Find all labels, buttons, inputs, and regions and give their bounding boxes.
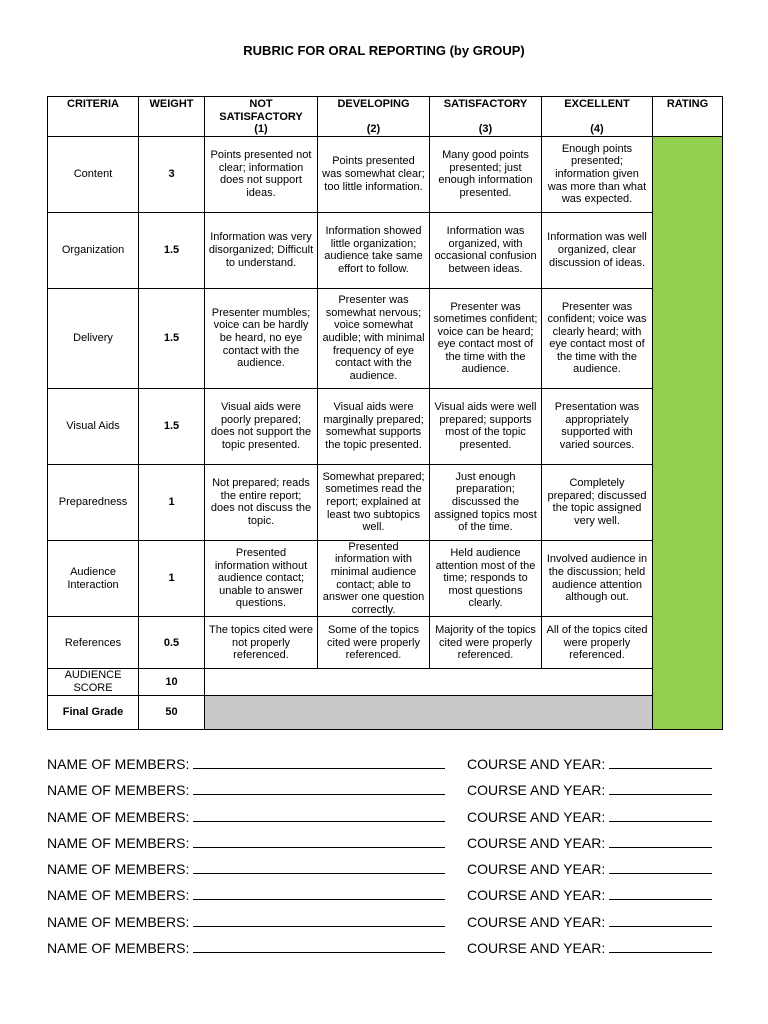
criteria-name: Audience Interaction	[48, 540, 139, 617]
name-of-members-label: NAME OF MEMBERS:	[47, 887, 190, 904]
name-of-members-label: NAME OF MEMBERS:	[47, 913, 190, 930]
rating-column[interactable]	[653, 136, 723, 729]
criteria-weight: 0.5	[139, 617, 205, 669]
audience-score-label: AUDIENCE SCORE	[48, 669, 139, 695]
name-of-members-label: NAME OF MEMBERS:	[47, 756, 190, 772]
criteria-weight: 1.5	[139, 388, 205, 464]
course-and-year-field[interactable]	[467, 833, 712, 851]
audience-score-weight: 10	[139, 669, 205, 695]
member-line	[47, 833, 727, 859]
final-grade-weight: 50	[139, 695, 205, 729]
header-developing-label: DEVELOPING	[337, 98, 410, 110]
course-and-year-field[interactable]	[467, 885, 712, 903]
level-4-descriptor: Presentation was appropriately supported with varied sources.	[542, 388, 653, 464]
criteria-name: Preparedness	[48, 464, 139, 540]
course-and-year-field[interactable]	[467, 912, 712, 930]
header-row	[48, 97, 723, 137]
name-of-members-label: NAME OF MEMBERS:	[47, 940, 190, 957]
level-4-descriptor: Enough points presented; information given was more than what was expected.	[542, 136, 653, 212]
member-line	[47, 938, 727, 964]
course-and-year-label: COURSE AND YEAR:	[467, 808, 606, 825]
course-blank-line[interactable]	[609, 885, 712, 900]
level-4-descriptor: All of the topics cited were properly referenced.	[542, 617, 653, 669]
criteria-weight: 1	[139, 540, 205, 617]
level-1-descriptor: Points presented not clear; information does not support ideas.	[205, 136, 318, 212]
criteria-row-organization	[48, 212, 723, 288]
level-2-descriptor: Somewhat prepared; sometimes read the report; explained at least two subtopics well.	[318, 464, 430, 540]
name-of-members-field[interactable]	[47, 938, 445, 956]
course-and-year-label: COURSE AND YEAR:	[467, 834, 606, 851]
name-blank-line[interactable]	[193, 780, 445, 795]
final-grade-row	[48, 695, 723, 729]
member-line	[47, 859, 727, 885]
name-of-members-field[interactable]	[47, 780, 445, 798]
level-3-descriptor: Held audience attention most of the time; responds to most questions clearly.	[430, 540, 542, 617]
header-satisfactory-label: SATISFACTORY	[443, 98, 528, 110]
criteria-weight: 1.5	[139, 212, 205, 288]
level-2-descriptor: Presented information with minimal audience contact; able to answer one question correctly.	[318, 540, 430, 617]
course-and-year-label: COURSE AND YEAR:	[467, 861, 606, 878]
rubric-table	[47, 96, 723, 730]
name-of-members-field[interactable]	[47, 859, 445, 877]
criteria-name: References	[48, 617, 139, 669]
criteria-weight: 3	[139, 136, 205, 212]
level-3-descriptor: Just enough preparation; discussed the assigned topics most of the time.	[430, 464, 542, 540]
name-of-members-label: NAME OF MEMBERS:	[47, 834, 190, 851]
criteria-weight: 1.5	[139, 288, 205, 388]
header-criteria: CRITERIA	[48, 97, 139, 137]
level-2-descriptor: Information showed little organization; audience take same effort to follow.	[318, 212, 430, 288]
name-blank-line[interactable]	[193, 938, 445, 953]
course-blank-line[interactable]	[609, 859, 712, 874]
header-excellent-number: (4)	[590, 122, 604, 135]
level-3-descriptor: Many good points presented; just enough information presented.	[430, 136, 542, 212]
level-2-descriptor: Some of the topics cited were properly referenced.	[318, 617, 430, 669]
header-not-satisfactory-number: (1)	[254, 123, 268, 136]
course-and-year-label: COURSE AND YEAR:	[467, 940, 606, 957]
name-of-members-label: NAME OF MEMBERS:	[47, 861, 190, 878]
name-blank-line[interactable]	[193, 859, 445, 874]
name-of-members-field[interactable]	[47, 754, 445, 772]
name-blank-line[interactable]	[193, 807, 445, 822]
name-blank-line[interactable]	[193, 885, 445, 900]
header-satisfactory-number: (3)	[478, 122, 493, 135]
level-1-descriptor: Visual aids were poorly prepared; does not support the topic presented.	[205, 388, 318, 464]
final-grade-field[interactable]	[205, 695, 653, 729]
member-line	[47, 780, 727, 806]
level-4-descriptor: Presenter was confident; voice was clearly heard; with eye contact most of the time with the audience.	[542, 288, 653, 388]
criteria-row-delivery	[48, 288, 723, 388]
name-blank-line[interactable]	[193, 754, 445, 769]
level-4-descriptor: Completely prepared; discussed the topic assigned very well.	[542, 464, 653, 540]
course-blank-line[interactable]	[609, 780, 712, 795]
header-weight: WEIGHT	[139, 97, 205, 137]
course-and-year-label: COURSE AND YEAR:	[467, 913, 606, 930]
level-1-descriptor: The topics cited were not properly referenced.	[205, 617, 318, 669]
name-blank-line[interactable]	[193, 833, 445, 848]
member-line	[47, 912, 727, 938]
course-and-year-field[interactable]	[467, 780, 712, 798]
name-of-members-label: NAME OF MEMBERS:	[47, 808, 190, 825]
course-and-year-field[interactable]	[467, 807, 712, 825]
course-and-year-label: COURSE AND YEAR:	[467, 782, 606, 799]
name-of-members-field[interactable]	[47, 885, 445, 903]
member-line	[47, 754, 727, 780]
level-3-descriptor: Visual aids were well prepared; supports most of the topic presented.	[430, 388, 542, 464]
level-1-descriptor: Information was very disorganized; Difficult to understand.	[205, 212, 318, 288]
level-2-descriptor: Points presented was somewhat clear; too little information.	[318, 136, 430, 212]
header-not-satisfactory-label: NOT SATISFACTORY	[219, 98, 303, 123]
criteria-name: Content	[48, 136, 139, 212]
header-satisfactory	[430, 97, 542, 137]
criteria-row-references	[48, 617, 723, 669]
course-blank-line[interactable]	[609, 754, 712, 769]
level-2-descriptor: Visual aids were marginally prepared; somewhat supports the topic presented.	[318, 388, 430, 464]
course-and-year-field[interactable]	[467, 859, 712, 877]
header-developing	[318, 97, 430, 137]
member-line	[47, 807, 727, 833]
name-of-members-field[interactable]	[47, 833, 445, 851]
level-1-descriptor: Not prepared; reads the entire report; does not discuss the topic.	[205, 464, 318, 540]
name-of-members-field[interactable]	[47, 912, 445, 930]
criteria-row-audience-interaction	[48, 540, 723, 617]
header-rating: RATING	[653, 97, 723, 137]
criteria-row-content	[48, 136, 723, 212]
level-4-descriptor: Involved audience in the discussion; held audience attention although out.	[542, 540, 653, 617]
level-2-descriptor: Presenter was somewhat nervous; voice somewhat audible; with minimal frequency of eye contact with the audience.	[318, 288, 430, 388]
course-and-year-label: COURSE AND YEAR:	[467, 756, 606, 772]
criteria-name: Organization	[48, 212, 139, 288]
course-blank-line[interactable]	[609, 938, 712, 953]
criteria-row-preparedness	[48, 464, 723, 540]
level-1-descriptor: Presenter mumbles; voice can be hardly be heard, no eye contact with the audience.	[205, 288, 318, 388]
criteria-row-visual-aids	[48, 388, 723, 464]
member-lines	[47, 754, 727, 964]
level-3-descriptor: Information was organized, with occasional confusion between ideas.	[430, 212, 542, 288]
member-line	[47, 885, 727, 911]
course-blank-line[interactable]	[609, 912, 712, 927]
level-1-descriptor: Presented information without audience contact; unable to answer questions.	[205, 540, 318, 617]
course-and-year-label: COURSE AND YEAR:	[467, 887, 606, 904]
course-and-year-field[interactable]	[467, 938, 712, 956]
course-blank-line[interactable]	[609, 833, 712, 848]
level-3-descriptor: Presenter was sometimes confident; voice can be heard; eye contact most of the time with the audience.	[430, 288, 542, 388]
criteria-name: Visual Aids	[48, 388, 139, 464]
course-blank-line[interactable]	[609, 807, 712, 822]
name-of-members-field[interactable]	[47, 807, 445, 825]
level-4-descriptor: Information was well organized, clear discussion of ideas.	[542, 212, 653, 288]
course-and-year-field[interactable]	[467, 754, 712, 772]
page-title: RUBRIC FOR ORAL REPORTING (by GROUP)	[243, 43, 525, 58]
name-blank-line[interactable]	[193, 912, 445, 927]
criteria-name: Delivery	[48, 288, 139, 388]
audience-score-field[interactable]	[205, 669, 653, 695]
header-excellent	[542, 97, 653, 137]
header-developing-number: (2)	[366, 122, 381, 135]
audience-score-row	[48, 669, 723, 695]
name-of-members-label: NAME OF MEMBERS:	[47, 782, 190, 799]
level-3-descriptor: Majority of the topics cited were properly referenced.	[430, 617, 542, 669]
header-not-satisfactory	[205, 97, 318, 137]
criteria-weight: 1	[139, 464, 205, 540]
final-grade-label: Final Grade	[48, 695, 139, 729]
header-excellent-label: EXCELLENT	[564, 98, 630, 110]
